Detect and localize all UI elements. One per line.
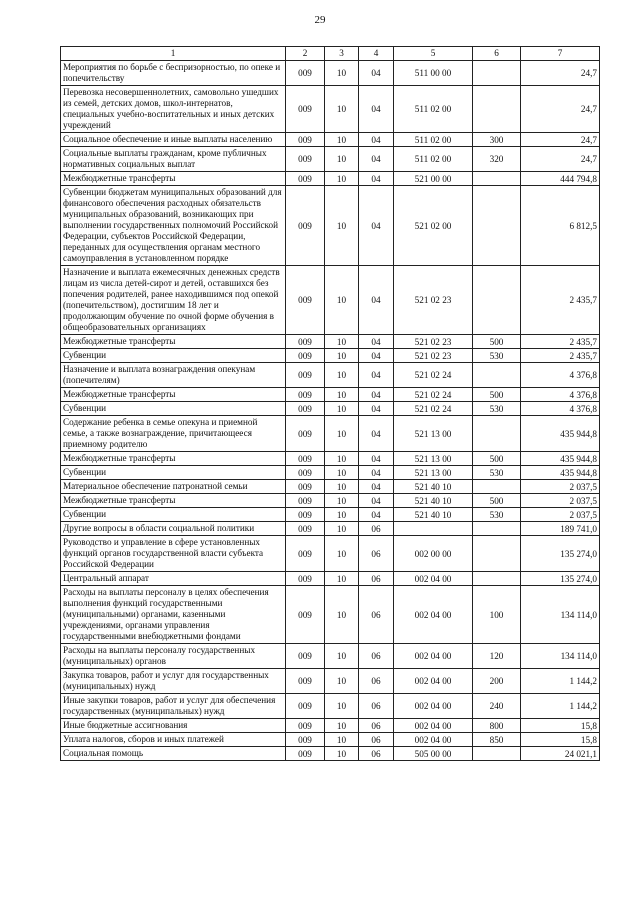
section-code-cell: 10 xyxy=(325,508,359,522)
ministry-code-cell: 009 xyxy=(286,536,325,572)
subsection-code-cell: 04 xyxy=(359,335,394,349)
expense-type-code-cell: 500 xyxy=(473,494,521,508)
header-row xyxy=(61,47,600,61)
table-row xyxy=(61,61,600,86)
amount-cell: 135 274,0 xyxy=(521,536,600,572)
table-row xyxy=(61,86,600,133)
target-item-code-cell: 002 04 00 xyxy=(394,644,473,669)
ministry-code-cell: 009 xyxy=(286,644,325,669)
target-item-code-cell: 521 13 00 xyxy=(394,416,473,452)
ministry-code-cell: 009 xyxy=(286,586,325,644)
amount-cell: 435 944,8 xyxy=(521,466,600,480)
target-item-code-cell: 521 00 00 xyxy=(394,172,473,186)
expense-type-code-cell xyxy=(473,416,521,452)
section-code-cell: 10 xyxy=(325,402,359,416)
target-item-code-cell: 511 02 00 xyxy=(394,133,473,147)
table-row xyxy=(61,452,600,466)
ministry-code-cell: 009 xyxy=(286,480,325,494)
expense-type-code-cell: 530 xyxy=(473,508,521,522)
section-code-cell: 10 xyxy=(325,61,359,86)
expense-type-code-cell xyxy=(473,61,521,86)
section-code-cell: 10 xyxy=(325,172,359,186)
amount-cell: 2 435,7 xyxy=(521,349,600,363)
subsection-code-cell: 06 xyxy=(359,719,394,733)
header-cell: 7 xyxy=(521,47,600,61)
row-name-cell: Социальная помощь xyxy=(61,747,286,761)
table-row xyxy=(61,147,600,172)
ministry-code-cell: 009 xyxy=(286,349,325,363)
section-code-cell: 10 xyxy=(325,719,359,733)
row-name-cell: Субвенции xyxy=(61,402,286,416)
ministry-code-cell: 009 xyxy=(286,172,325,186)
subsection-code-cell: 04 xyxy=(359,133,394,147)
target-item-code-cell: 002 04 00 xyxy=(394,694,473,719)
table-row xyxy=(61,669,600,694)
subsection-code-cell: 04 xyxy=(359,494,394,508)
ministry-code-cell: 009 xyxy=(286,522,325,536)
expense-type-code-cell: 500 xyxy=(473,388,521,402)
ministry-code-cell: 009 xyxy=(286,416,325,452)
expense-type-code-cell: 200 xyxy=(473,669,521,694)
row-name-cell: Назначение и выплата ежемесячных денежных средств лицам из числа детей-сирот и детей, оставшихся без попечения родителей, ранее находившимся под опекой (попечительством), достигшим 18 лет и продолжающим обучение по очной форме обучения в общеобразовательных организациях xyxy=(61,266,286,335)
amount-cell: 135 274,0 xyxy=(521,572,600,586)
ministry-code-cell: 009 xyxy=(286,61,325,86)
section-code-cell: 10 xyxy=(325,536,359,572)
section-code-cell: 10 xyxy=(325,494,359,508)
subsection-code-cell: 04 xyxy=(359,416,394,452)
row-name-cell: Социальное обеспечение и иные выплаты населению xyxy=(61,133,286,147)
target-item-code-cell: 002 04 00 xyxy=(394,586,473,644)
amount-cell: 134 114,0 xyxy=(521,644,600,669)
table-row xyxy=(61,402,600,416)
table-row xyxy=(61,572,600,586)
expense-type-code-cell xyxy=(473,572,521,586)
target-item-code-cell: 521 40 10 xyxy=(394,480,473,494)
section-code-cell: 10 xyxy=(325,388,359,402)
target-item-code-cell: 521 02 23 xyxy=(394,349,473,363)
row-name-cell: Иные закупки товаров, работ и услуг для обеспечения государственных (муниципальных) нужд xyxy=(61,694,286,719)
row-name-cell: Материальное обеспечение патронатной семьи xyxy=(61,480,286,494)
table-row xyxy=(61,480,600,494)
target-item-code-cell: 521 02 24 xyxy=(394,363,473,388)
section-code-cell: 10 xyxy=(325,466,359,480)
subsection-code-cell: 06 xyxy=(359,694,394,719)
table-row xyxy=(61,522,600,536)
ministry-code-cell: 009 xyxy=(286,335,325,349)
row-name-cell: Содержание ребенка в семье опекуна и приемной семье, а также вознаграждение, причитающееся приемному родителю xyxy=(61,416,286,452)
subsection-code-cell: 04 xyxy=(359,388,394,402)
section-code-cell: 10 xyxy=(325,335,359,349)
table-row xyxy=(61,747,600,761)
expense-type-code-cell: 500 xyxy=(473,335,521,349)
section-code-cell: 10 xyxy=(325,733,359,747)
expense-type-code-cell: 240 xyxy=(473,694,521,719)
table-row xyxy=(61,363,600,388)
subsection-code-cell: 04 xyxy=(359,147,394,172)
expense-type-code-cell: 530 xyxy=(473,402,521,416)
target-item-code-cell: 521 02 23 xyxy=(394,266,473,335)
table-row xyxy=(61,349,600,363)
table-row xyxy=(61,133,600,147)
expense-type-code-cell: 850 xyxy=(473,733,521,747)
section-code-cell: 10 xyxy=(325,186,359,266)
subsection-code-cell: 06 xyxy=(359,747,394,761)
amount-cell: 1 144,2 xyxy=(521,694,600,719)
section-code-cell: 10 xyxy=(325,586,359,644)
target-item-code-cell: 505 00 00 xyxy=(394,747,473,761)
amount-cell: 1 144,2 xyxy=(521,669,600,694)
target-item-code-cell: 002 04 00 xyxy=(394,719,473,733)
subsection-code-cell: 04 xyxy=(359,452,394,466)
row-name-cell: Межбюджетные трансферты xyxy=(61,172,286,186)
table-row xyxy=(61,719,600,733)
target-item-code-cell: 511 02 00 xyxy=(394,86,473,133)
header-cell: 5 xyxy=(394,47,473,61)
target-item-code-cell: 521 40 10 xyxy=(394,508,473,522)
section-code-cell: 10 xyxy=(325,363,359,388)
row-name-cell: Расходы на выплаты персоналу государственных (муниципальных) органов xyxy=(61,644,286,669)
table-row xyxy=(61,644,600,669)
expense-type-code-cell xyxy=(473,266,521,335)
table-row xyxy=(61,172,600,186)
amount-cell: 2 037,5 xyxy=(521,508,600,522)
subsection-code-cell: 04 xyxy=(359,466,394,480)
subsection-code-cell: 04 xyxy=(359,508,394,522)
expense-type-code-cell: 800 xyxy=(473,719,521,733)
table-row xyxy=(61,466,600,480)
expense-type-code-cell: 500 xyxy=(473,452,521,466)
ministry-code-cell: 009 xyxy=(286,388,325,402)
subsection-code-cell: 04 xyxy=(359,480,394,494)
subsection-code-cell: 06 xyxy=(359,733,394,747)
amount-cell: 24,7 xyxy=(521,133,600,147)
amount-cell: 15,8 xyxy=(521,733,600,747)
amount-cell: 2 435,7 xyxy=(521,335,600,349)
amount-cell: 2 037,5 xyxy=(521,480,600,494)
expense-type-code-cell xyxy=(473,186,521,266)
row-name-cell: Закупка товаров, работ и услуг для государственных (муниципальных) нужд xyxy=(61,669,286,694)
ministry-code-cell: 009 xyxy=(286,669,325,694)
target-item-code-cell: 521 13 00 xyxy=(394,452,473,466)
amount-cell: 24,7 xyxy=(521,61,600,86)
subsection-code-cell: 06 xyxy=(359,572,394,586)
subsection-code-cell: 04 xyxy=(359,86,394,133)
header-cell: 4 xyxy=(359,47,394,61)
row-name-cell: Межбюджетные трансферты xyxy=(61,452,286,466)
section-code-cell: 10 xyxy=(325,694,359,719)
ministry-code-cell: 009 xyxy=(286,266,325,335)
target-item-code-cell: 002 04 00 xyxy=(394,733,473,747)
row-name-cell: Субвенции xyxy=(61,508,286,522)
subsection-code-cell: 06 xyxy=(359,669,394,694)
table-row xyxy=(61,186,600,266)
section-code-cell: 10 xyxy=(325,349,359,363)
row-name-cell: Иные бюджетные ассигнования xyxy=(61,719,286,733)
row-name-cell: Субвенции бюджетам муниципальных образований для финансового обеспечения расходных обязательств муниципальных образований, возникающих при выполнении государственных полномочий Российской Федерации, субъектов Российской Федерации, переданных для осуществления органам местного самоуправления в установленном порядке xyxy=(61,186,286,266)
section-code-cell: 10 xyxy=(325,480,359,494)
expense-type-code-cell: 300 xyxy=(473,133,521,147)
amount-cell: 15,8 xyxy=(521,719,600,733)
table-row xyxy=(61,416,600,452)
expense-type-code-cell: 100 xyxy=(473,586,521,644)
subsection-code-cell: 04 xyxy=(359,349,394,363)
amount-cell: 24,7 xyxy=(521,86,600,133)
row-name-cell: Субвенции xyxy=(61,349,286,363)
section-code-cell: 10 xyxy=(325,416,359,452)
expense-type-code-cell: 320 xyxy=(473,147,521,172)
subsection-code-cell: 06 xyxy=(359,586,394,644)
expense-type-code-cell xyxy=(473,536,521,572)
row-name-cell: Назначение и выплата вознаграждения опекунам (попечителям) xyxy=(61,363,286,388)
section-code-cell: 10 xyxy=(325,452,359,466)
header-cell: 2 xyxy=(286,47,325,61)
subsection-code-cell: 06 xyxy=(359,644,394,669)
ministry-code-cell: 009 xyxy=(286,719,325,733)
target-item-code-cell: 511 02 00 xyxy=(394,147,473,172)
table-row xyxy=(61,508,600,522)
table-body xyxy=(61,61,600,761)
amount-cell: 134 114,0 xyxy=(521,586,600,644)
target-item-code-cell: 521 02 00 xyxy=(394,186,473,266)
target-item-code-cell xyxy=(394,522,473,536)
ministry-code-cell: 009 xyxy=(286,452,325,466)
row-name-cell: Субвенции xyxy=(61,466,286,480)
header-cell: 3 xyxy=(325,47,359,61)
row-name-cell: Мероприятия по борьбе с беспризорностью, по опеке и попечительству xyxy=(61,61,286,86)
ministry-code-cell: 009 xyxy=(286,133,325,147)
row-name-cell: Межбюджетные трансферты xyxy=(61,335,286,349)
ministry-code-cell: 009 xyxy=(286,572,325,586)
table-row xyxy=(61,388,600,402)
header-cell: 6 xyxy=(473,47,521,61)
row-name-cell: Межбюджетные трансферты xyxy=(61,388,286,402)
target-item-code-cell: 002 04 00 xyxy=(394,572,473,586)
ministry-code-cell: 009 xyxy=(286,694,325,719)
amount-cell: 444 794,8 xyxy=(521,172,600,186)
ministry-code-cell: 009 xyxy=(286,86,325,133)
subsection-code-cell: 04 xyxy=(359,61,394,86)
amount-cell: 2 037,5 xyxy=(521,494,600,508)
ministry-code-cell: 009 xyxy=(286,147,325,172)
section-code-cell: 10 xyxy=(325,669,359,694)
target-item-code-cell: 521 13 00 xyxy=(394,466,473,480)
amount-cell: 435 944,8 xyxy=(521,416,600,452)
target-item-code-cell: 521 02 24 xyxy=(394,388,473,402)
section-code-cell: 10 xyxy=(325,572,359,586)
section-code-cell: 10 xyxy=(325,133,359,147)
section-code-cell: 10 xyxy=(325,147,359,172)
expense-type-code-cell xyxy=(473,522,521,536)
amount-cell: 24 021,1 xyxy=(521,747,600,761)
expense-type-code-cell xyxy=(473,86,521,133)
table-row xyxy=(61,335,600,349)
ministry-code-cell: 009 xyxy=(286,466,325,480)
row-name-cell: Центральный аппарат xyxy=(61,572,286,586)
target-item-code-cell: 521 40 10 xyxy=(394,494,473,508)
amount-cell: 2 435,7 xyxy=(521,266,600,335)
amount-cell: 189 741,0 xyxy=(521,522,600,536)
target-item-code-cell: 002 04 00 xyxy=(394,669,473,694)
ministry-code-cell: 009 xyxy=(286,733,325,747)
subsection-code-cell: 04 xyxy=(359,402,394,416)
amount-cell: 435 944,8 xyxy=(521,452,600,466)
section-code-cell: 10 xyxy=(325,522,359,536)
ministry-code-cell: 009 xyxy=(286,508,325,522)
table-row xyxy=(61,733,600,747)
row-name-cell: Межбюджетные трансферты xyxy=(61,494,286,508)
amount-cell: 6 812,5 xyxy=(521,186,600,266)
target-item-code-cell: 002 00 00 xyxy=(394,536,473,572)
expense-type-code-cell xyxy=(473,747,521,761)
expense-type-code-cell xyxy=(473,172,521,186)
subsection-code-cell: 04 xyxy=(359,186,394,266)
expense-type-code-cell: 530 xyxy=(473,466,521,480)
subsection-code-cell: 04 xyxy=(359,172,394,186)
amount-cell: 4 376,8 xyxy=(521,402,600,416)
section-code-cell: 10 xyxy=(325,266,359,335)
budget-table xyxy=(60,46,600,761)
expense-type-code-cell: 120 xyxy=(473,644,521,669)
expense-type-code-cell: 530 xyxy=(473,349,521,363)
row-name-cell: Другие вопросы в области социальной политики xyxy=(61,522,286,536)
table-row xyxy=(61,536,600,572)
subsection-code-cell: 06 xyxy=(359,536,394,572)
target-item-code-cell: 521 02 24 xyxy=(394,402,473,416)
ministry-code-cell: 009 xyxy=(286,363,325,388)
expense-type-code-cell xyxy=(473,363,521,388)
row-name-cell: Перевозка несовершеннолетних, самовольно ушедших из семей, детских домов, школ-интернатов, специальных учебно-воспитательных и иных детских учреждений xyxy=(61,86,286,133)
ministry-code-cell: 009 xyxy=(286,494,325,508)
amount-cell: 4 376,8 xyxy=(521,388,600,402)
target-item-code-cell: 521 02 23 xyxy=(394,335,473,349)
header-cell: 1 xyxy=(61,47,286,61)
ministry-code-cell: 009 xyxy=(286,747,325,761)
table-row xyxy=(61,266,600,335)
expense-type-code-cell xyxy=(473,480,521,494)
target-item-code-cell: 511 00 00 xyxy=(394,61,473,86)
page-number: 29 xyxy=(314,14,326,26)
amount-cell: 4 376,8 xyxy=(521,363,600,388)
table-row xyxy=(61,586,600,644)
subsection-code-cell: 04 xyxy=(359,363,394,388)
ministry-code-cell: 009 xyxy=(286,186,325,266)
row-name-cell: Уплата налогов, сборов и иных платежей xyxy=(61,733,286,747)
ministry-code-cell: 009 xyxy=(286,402,325,416)
table-row xyxy=(61,494,600,508)
section-code-cell: 10 xyxy=(325,747,359,761)
table-row xyxy=(61,694,600,719)
section-code-cell: 10 xyxy=(325,644,359,669)
row-name-cell: Социальные выплаты гражданам, кроме публичных нормативных социальных выплат xyxy=(61,147,286,172)
row-name-cell: Руководство и управление в сфере установленных функций органов государственной власти субъекта Российской Федерации xyxy=(61,536,286,572)
subsection-code-cell: 04 xyxy=(359,266,394,335)
section-code-cell: 10 xyxy=(325,86,359,133)
row-name-cell: Расходы на выплаты персоналу в целях обеспечения выполнения функций государственными (муниципальными) органами, казенными учреждениями, органами управления государственными внебюджетными фондами xyxy=(61,586,286,644)
amount-cell: 24,7 xyxy=(521,147,600,172)
subsection-code-cell: 06 xyxy=(359,522,394,536)
